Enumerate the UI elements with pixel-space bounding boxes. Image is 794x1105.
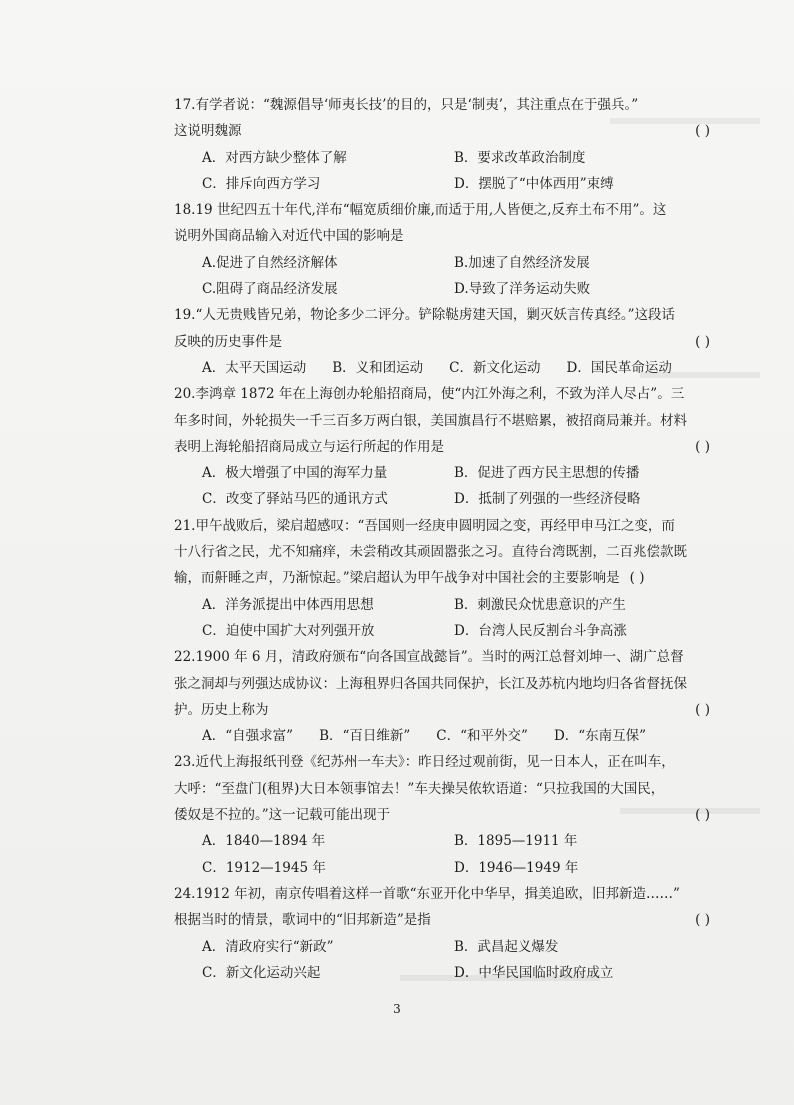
option-d[interactable]: D.导致了洋务运动失败 xyxy=(454,281,591,298)
options-row xyxy=(174,460,714,486)
option-c[interactable]: C．1912—1945 年 xyxy=(202,859,326,876)
options-row xyxy=(174,250,714,276)
page-number: 3 xyxy=(393,1002,401,1016)
question-block xyxy=(174,302,714,381)
stem-text: 24.1912 年初，南京传唱着这样一首歌“东亚开化中华早，揖美追欧，旧邦新造……” xyxy=(174,885,680,902)
option-d[interactable]: D．国民革命运动 xyxy=(566,359,672,376)
question-stem-line xyxy=(174,565,714,591)
question-stem-line xyxy=(174,881,714,907)
option-c[interactable]: C.阻碍了商品经济发展 xyxy=(202,281,338,298)
stem-text: 输，而鼾睡之声，乃渐惊起。”梁启超认为甲午战争对中国社会的主要影响是 xyxy=(174,570,620,587)
stem-text: 十八行省之民，尤不知痛痒，未尝稍改其顽固嚣张之习。直待台湾既割，二百兆偿款既 xyxy=(174,544,687,561)
options-row xyxy=(174,855,714,881)
stem-text: 张之洞却与列强达成协议：上海租界归各国共同保护，长江及苏杭内地均归各省督抚保 xyxy=(174,675,687,692)
question-stem-line xyxy=(174,92,714,118)
stem-text: 根据当时的情景，歌词中的“旧邦新造”是指 xyxy=(174,912,431,929)
stem-text: 倭奴是不拉的。”这一记载可能出现于 xyxy=(174,807,391,824)
option-b[interactable]: B．促进了西方民主思想的传播 xyxy=(454,465,640,482)
question-block xyxy=(174,197,714,302)
stem-text: 19.“人无贵贱皆兄弟，物论多少二评分。铲除鞑虏建天国，剿灭妖言传真经。”这段话 xyxy=(174,307,676,324)
options-row xyxy=(174,960,714,986)
question-block xyxy=(174,92,714,197)
question-stem-line xyxy=(174,197,714,223)
question-stem-line xyxy=(174,302,714,328)
stem-text: 17.有学者说：“魏源倡导‘师夷长技’的目的，只是‘制夷’，其注重点在于强兵。” xyxy=(174,97,639,113)
option-a[interactable]: A．极大增强了中国的海军力量 xyxy=(202,465,388,482)
options-row xyxy=(174,355,714,381)
question-stem-line xyxy=(174,329,714,355)
option-c[interactable]: C．新文化运动兴起 xyxy=(202,964,321,981)
option-a[interactable]: A．清政府实行“新政” xyxy=(202,938,334,955)
option-a[interactable]: A．对西方缺少整体了解 xyxy=(202,149,347,166)
options-row xyxy=(174,145,714,171)
option-b[interactable]: B．“百日维新” xyxy=(319,728,411,745)
stem-text: 护。历史上称为 xyxy=(174,701,269,718)
question-list xyxy=(174,92,714,986)
question-stem-line xyxy=(174,223,714,249)
option-d[interactable]: D．摆脱了“中体西用”束缚 xyxy=(454,175,614,192)
options-row xyxy=(174,618,714,644)
question-block xyxy=(174,881,714,986)
answer-blank[interactable]: ( ) xyxy=(695,807,710,824)
question-block xyxy=(174,513,714,644)
question-stem-line xyxy=(174,408,714,434)
option-d[interactable]: D．台湾人民反割台斗争高涨 xyxy=(454,622,627,639)
options-row xyxy=(174,171,714,197)
option-d[interactable]: D．1946—1949 年 xyxy=(454,859,579,876)
option-a[interactable]: A．1840—1894 年 xyxy=(202,833,326,850)
stem-text: 这说明魏源 xyxy=(174,123,242,140)
question-stem-line xyxy=(174,776,714,802)
question-stem-line xyxy=(174,513,714,539)
stem-text: 年多时间，外轮损失一千三百多万两白银，美国旗昌行不堪赔累，被招商局兼并。材料 xyxy=(174,412,687,429)
options-row xyxy=(174,276,714,302)
stem-text: 21.甲午战败后，梁启超感叹：“吾国则一经庚申圆明园之变，再经甲申马江之变，而 xyxy=(174,517,675,534)
option-a[interactable]: A.促进了自然经济解体 xyxy=(202,254,338,271)
option-a[interactable]: A．洋务派提出中体西用思想 xyxy=(202,596,374,613)
question-block xyxy=(174,381,714,512)
stem-text: 23.近代上海报纸刊登《纪苏州一车夫》：昨日经过观前街，见一日本人，正在叫车， xyxy=(174,754,675,771)
options-row xyxy=(174,592,714,618)
stem-text: 说明外国商品输入对近代中国的影响是 xyxy=(174,228,404,245)
option-b[interactable]: B．武昌起义爆发 xyxy=(454,938,559,955)
question-stem-line xyxy=(174,907,714,933)
question-stem-line xyxy=(174,749,714,775)
options-row xyxy=(174,486,714,512)
question-stem-line xyxy=(174,697,714,723)
question-stem-line xyxy=(174,539,714,565)
stem-text: 表明上海轮船招商局成立与运行所起的作用是 xyxy=(174,438,444,455)
question-stem-line xyxy=(174,381,714,407)
answer-blank[interactable]: ( ) xyxy=(695,123,710,140)
question-stem-line xyxy=(174,671,714,697)
answer-blank[interactable]: ( ) xyxy=(695,333,710,350)
answer-blank[interactable]: ( ) xyxy=(695,438,710,455)
option-b[interactable]: B.加速了自然经济发展 xyxy=(454,254,590,271)
option-b[interactable]: B．1895—1911 年 xyxy=(454,833,578,850)
stem-text: 18.19 世纪四五十年代,洋布“幅宽质细价廉,而适于用,人皆便之,反弃土布不用”。这 xyxy=(174,202,667,219)
options-row xyxy=(174,934,714,960)
options-row xyxy=(174,723,714,749)
stem-text: 大呼：“至盘门(租界)大日本领事馆去！”车夫操吴侬软语道：“只拉我国的大国民， xyxy=(174,780,665,797)
option-c[interactable]: C．排斥向西方学习 xyxy=(202,175,321,192)
answer-blank[interactable]: ( ) xyxy=(629,570,645,587)
option-b[interactable]: B．义和团运动 xyxy=(332,359,424,376)
answer-blank[interactable]: ( ) xyxy=(695,912,710,929)
option-a[interactable]: A．“自强求富” xyxy=(202,728,294,745)
option-d[interactable]: D．抵制了列强的一些经济侵略 xyxy=(454,491,641,508)
question-stem-line xyxy=(174,434,714,460)
option-b[interactable]: B．要求改革政治制度 xyxy=(454,149,586,166)
question-stem-line xyxy=(174,802,714,828)
option-c[interactable]: C．新文化运动 xyxy=(449,359,541,376)
option-d[interactable]: D．“东南互保” xyxy=(553,728,647,745)
question-block xyxy=(174,644,714,749)
answer-blank[interactable]: ( ) xyxy=(695,701,710,718)
option-d[interactable]: D．中华民国临时政府成立 xyxy=(454,964,614,981)
stem-text: 反映的历史事件是 xyxy=(174,333,282,350)
question-stem-line xyxy=(174,118,714,144)
option-c[interactable]: C．迫使中国扩大对列强开放 xyxy=(202,622,375,639)
option-a[interactable]: A．太平天国运动 xyxy=(202,359,307,376)
option-c[interactable]: C．“和平外交” xyxy=(436,728,528,745)
option-c[interactable]: C．改变了驿站马匹的通讯方式 xyxy=(202,491,388,508)
stem-text: 22.1900 年 6 月，清政府颁布“向各国宣战懿旨”。当时的两江总督刘坤一、湖广总督 xyxy=(174,649,684,666)
question-block xyxy=(174,749,714,880)
question-stem-line xyxy=(174,644,714,670)
options-row xyxy=(174,828,714,854)
stem-text: 20.李鸿章 1872 年在上海创办轮船招商局，使“内江外海之利，不致为洋人尽占”。三 xyxy=(174,386,685,403)
option-b[interactable]: B．刺激民众忧患意识的产生 xyxy=(454,596,626,613)
